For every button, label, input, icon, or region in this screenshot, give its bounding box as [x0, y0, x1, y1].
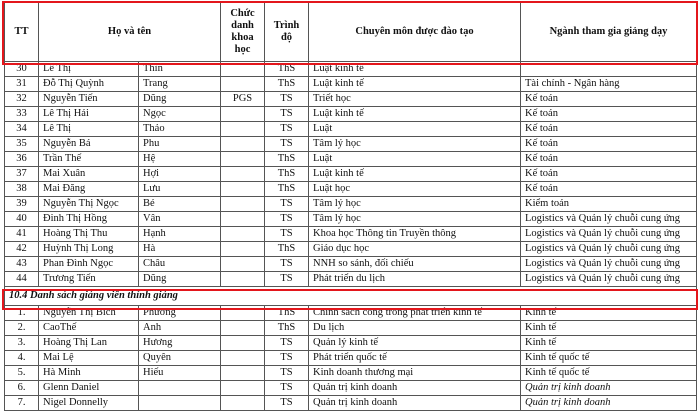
cell-specialty: NNH so sánh, đối chiếu	[309, 257, 521, 272]
cell-given-name: Anh	[139, 321, 221, 336]
table-body-guest	[5, 306, 697, 411]
cell-tt: 2.	[5, 321, 39, 336]
cell-title	[221, 167, 265, 182]
cell-given-name	[139, 381, 221, 396]
cell-degree: TS	[265, 381, 309, 396]
cell-title	[221, 62, 265, 77]
table-row	[5, 257, 697, 272]
cell-title	[221, 242, 265, 257]
cell-field	[521, 62, 697, 77]
cell-field: Kế toán	[521, 107, 697, 122]
cell-title	[221, 396, 265, 411]
cell-specialty: Luật	[309, 122, 521, 137]
section-title: 10.4 Danh sách giảng viên thỉnh giảng	[5, 287, 697, 306]
cell-field: Kế toán	[521, 92, 697, 107]
cell-field: Kinh tế quốc tế	[521, 366, 697, 381]
cell-degree: ThS	[265, 242, 309, 257]
lecturer-table	[4, 2, 697, 411]
table-body-main	[5, 62, 697, 287]
cell-tt: 42	[5, 242, 39, 257]
cell-title	[221, 321, 265, 336]
cell-field: Logistics và Quản lý chuỗi cung ứng	[521, 212, 697, 227]
cell-degree: TS	[265, 257, 309, 272]
cell-given-name: Hương	[139, 336, 221, 351]
cell-title: PGS	[221, 92, 265, 107]
cell-title	[221, 107, 265, 122]
table-row	[5, 336, 697, 351]
cell-tt: 41	[5, 227, 39, 242]
header-field: Ngành tham gia giảng dạy	[521, 3, 697, 62]
cell-family-name: Nguyễn Thị Ngọc	[39, 197, 139, 212]
cell-family-name: Glenn Daniel	[39, 381, 139, 396]
table-row	[5, 306, 697, 321]
cell-specialty: Tâm lý học	[309, 137, 521, 152]
cell-specialty: Khoa học Thông tin Truyền thông	[309, 227, 521, 242]
cell-degree: ThS	[265, 77, 309, 92]
cell-field: Logistics và Quản lý chuỗi cung ứng	[521, 227, 697, 242]
cell-family-name: Nguyễn Bá	[39, 137, 139, 152]
cell-degree: ThS	[265, 306, 309, 321]
cell-degree: TS	[265, 122, 309, 137]
cell-tt: 35	[5, 137, 39, 152]
cell-specialty: Quản trị kinh doanh	[309, 396, 521, 411]
cell-specialty: Luật học	[309, 182, 521, 197]
cell-given-name	[139, 396, 221, 411]
cell-specialty: Kinh doanh thương mại	[309, 366, 521, 381]
table-row	[5, 197, 697, 212]
cell-degree: ThS	[265, 62, 309, 77]
header-specialty: Chuyên môn được đào tạo	[309, 3, 521, 62]
table-row	[5, 182, 697, 197]
cell-degree: TS	[265, 137, 309, 152]
cell-specialty: Phát triển quốc tế	[309, 351, 521, 366]
cell-given-name: Vân	[139, 212, 221, 227]
cell-family-name: Lê Thị	[39, 62, 139, 77]
cell-field: Tài chính - Ngân hàng	[521, 77, 697, 92]
cell-given-name: Quyên	[139, 351, 221, 366]
cell-family-name: Trương Tiến	[39, 272, 139, 287]
cell-degree: TS	[265, 197, 309, 212]
cell-tt: 5.	[5, 366, 39, 381]
table-row	[5, 366, 697, 381]
section-row	[5, 287, 697, 306]
cell-field: Logistics và Quản lý chuỗi cung ứng	[521, 272, 697, 287]
cell-family-name: Hoàng Thị Lan	[39, 336, 139, 351]
cell-tt: 39	[5, 197, 39, 212]
cell-title	[221, 381, 265, 396]
header-name: Họ và tên	[39, 3, 221, 62]
table-row	[5, 242, 697, 257]
cell-family-name: Mai Đăng	[39, 182, 139, 197]
cell-family-name: Lê Thị	[39, 122, 139, 137]
cell-family-name: Mai Xuân	[39, 167, 139, 182]
cell-given-name: Hạnh	[139, 227, 221, 242]
cell-specialty: Giáo dục học	[309, 242, 521, 257]
cell-field: Kinh tế	[521, 321, 697, 336]
cell-specialty: Luật kinh tế	[309, 62, 521, 77]
cell-tt: 44	[5, 272, 39, 287]
cell-title	[221, 257, 265, 272]
table-row	[5, 107, 697, 122]
cell-tt: 6.	[5, 381, 39, 396]
header-degree: Trình độ	[265, 3, 309, 62]
cell-given-name: Thìn	[139, 62, 221, 77]
cell-specialty: Quản lý kinh tế	[309, 336, 521, 351]
cell-degree: ThS	[265, 167, 309, 182]
cell-degree: ThS	[265, 321, 309, 336]
cell-specialty: Quản trị kinh doanh	[309, 381, 521, 396]
cell-given-name: Trang	[139, 77, 221, 92]
cell-degree: TS	[265, 396, 309, 411]
cell-family-name: Hà Minh	[39, 366, 139, 381]
cell-title	[221, 152, 265, 167]
table-row	[5, 62, 697, 77]
cell-specialty: Triết học	[309, 92, 521, 107]
cell-specialty: Chính sách công trong phát triển kinh tế	[309, 306, 521, 321]
cell-title	[221, 306, 265, 321]
cell-field: Kinh tế	[521, 336, 697, 351]
cell-specialty: Du lịch	[309, 321, 521, 336]
cell-family-name: Phan Đình Ngọc	[39, 257, 139, 272]
cell-degree: TS	[265, 92, 309, 107]
cell-given-name: Lưu	[139, 182, 221, 197]
cell-field: Kế toán	[521, 167, 697, 182]
cell-title	[221, 272, 265, 287]
cell-given-name: Hợi	[139, 167, 221, 182]
cell-specialty: Luật kinh tế	[309, 77, 521, 92]
cell-field: Quản trị kinh doanh	[521, 396, 697, 411]
cell-degree: TS	[265, 272, 309, 287]
table-header	[5, 3, 697, 62]
table-row	[5, 212, 697, 227]
cell-given-name: Bé	[139, 197, 221, 212]
cell-tt: 33	[5, 107, 39, 122]
cell-given-name: Dũng	[139, 92, 221, 107]
table-row	[5, 92, 697, 107]
cell-given-name: Hệ	[139, 152, 221, 167]
cell-title	[221, 77, 265, 92]
table-row	[5, 122, 697, 137]
cell-tt: 32	[5, 92, 39, 107]
cell-degree: TS	[265, 351, 309, 366]
table-row	[5, 227, 697, 242]
cell-field: Kinh tế quốc tế	[521, 351, 697, 366]
cell-title	[221, 366, 265, 381]
cell-family-name: Trần Thế	[39, 152, 139, 167]
cell-field: Kế toán	[521, 152, 697, 167]
cell-family-name: Hoàng Thị Thu	[39, 227, 139, 242]
cell-field: Kinh tế	[521, 306, 697, 321]
cell-tt: 34	[5, 122, 39, 137]
cell-family-name: Đỗ Thị Quỳnh	[39, 77, 139, 92]
cell-title	[221, 351, 265, 366]
cell-title	[221, 182, 265, 197]
cell-family-name: Nguyễn Tiến	[39, 92, 139, 107]
cell-degree: TS	[265, 366, 309, 381]
table-row	[5, 396, 697, 411]
cell-specialty: Luật	[309, 152, 521, 167]
cell-title	[221, 137, 265, 152]
cell-tt: 1.	[5, 306, 39, 321]
cell-given-name: Phương	[139, 306, 221, 321]
cell-family-name: Mai Lệ	[39, 351, 139, 366]
cell-tt: 30	[5, 62, 39, 77]
table-row	[5, 77, 697, 92]
cell-field: Kế toán	[521, 122, 697, 137]
cell-tt: 3.	[5, 336, 39, 351]
table-row	[5, 167, 697, 182]
cell-title	[221, 122, 265, 137]
cell-degree: TS	[265, 212, 309, 227]
cell-specialty: Tâm lý học	[309, 197, 521, 212]
cell-tt: 38	[5, 182, 39, 197]
cell-field: Kế toán	[521, 182, 697, 197]
cell-specialty: Luật kinh tế	[309, 107, 521, 122]
cell-degree: ThS	[265, 152, 309, 167]
cell-title	[221, 197, 265, 212]
cell-family-name: Lê Thị Hải	[39, 107, 139, 122]
cell-field: Kế toán	[521, 137, 697, 152]
cell-given-name: Phu	[139, 137, 221, 152]
cell-given-name: Dũng	[139, 272, 221, 287]
cell-field: Kiểm toán	[521, 197, 697, 212]
cell-field: Logistics và Quản lý chuỗi cung ứng	[521, 257, 697, 272]
cell-degree: TS	[265, 107, 309, 122]
cell-specialty: Tâm lý học	[309, 212, 521, 227]
section-block	[5, 287, 697, 306]
cell-title	[221, 212, 265, 227]
table-row	[5, 272, 697, 287]
cell-specialty: Phát triển du lịch	[309, 272, 521, 287]
header-title: Chức danh khoa học	[221, 3, 265, 62]
cell-tt: 7.	[5, 396, 39, 411]
cell-given-name: Ngọc	[139, 107, 221, 122]
cell-degree: TS	[265, 336, 309, 351]
cell-title	[221, 227, 265, 242]
cell-given-name: Hiếu	[139, 366, 221, 381]
cell-title	[221, 336, 265, 351]
table-row	[5, 381, 697, 396]
cell-tt: 36	[5, 152, 39, 167]
cell-given-name: Châu	[139, 257, 221, 272]
table-row	[5, 152, 697, 167]
cell-degree: TS	[265, 227, 309, 242]
cell-tt: 43	[5, 257, 39, 272]
cell-family-name: Đinh Thị Hồng	[39, 212, 139, 227]
cell-specialty: Luật kinh tế	[309, 167, 521, 182]
cell-degree: ThS	[265, 182, 309, 197]
cell-tt: 40	[5, 212, 39, 227]
cell-tt: 37	[5, 167, 39, 182]
cell-given-name: Hà	[139, 242, 221, 257]
table-row	[5, 137, 697, 152]
header-tt: TT	[5, 3, 39, 62]
cell-tt: 31	[5, 77, 39, 92]
cell-field: Logistics và Quản lý chuỗi cung ứng	[521, 242, 697, 257]
cell-given-name: Thảo	[139, 122, 221, 137]
cell-family-name: Huỳnh Thị Long	[39, 242, 139, 257]
table-row	[5, 321, 697, 336]
cell-family-name: CaoThế	[39, 321, 139, 336]
cell-field: Quản trị kinh doanh	[521, 381, 697, 396]
table-row	[5, 351, 697, 366]
cell-family-name: Nigel Donnelly	[39, 396, 139, 411]
cell-tt: 4.	[5, 351, 39, 366]
cell-family-name: Nguyễn Thị Bích	[39, 306, 139, 321]
